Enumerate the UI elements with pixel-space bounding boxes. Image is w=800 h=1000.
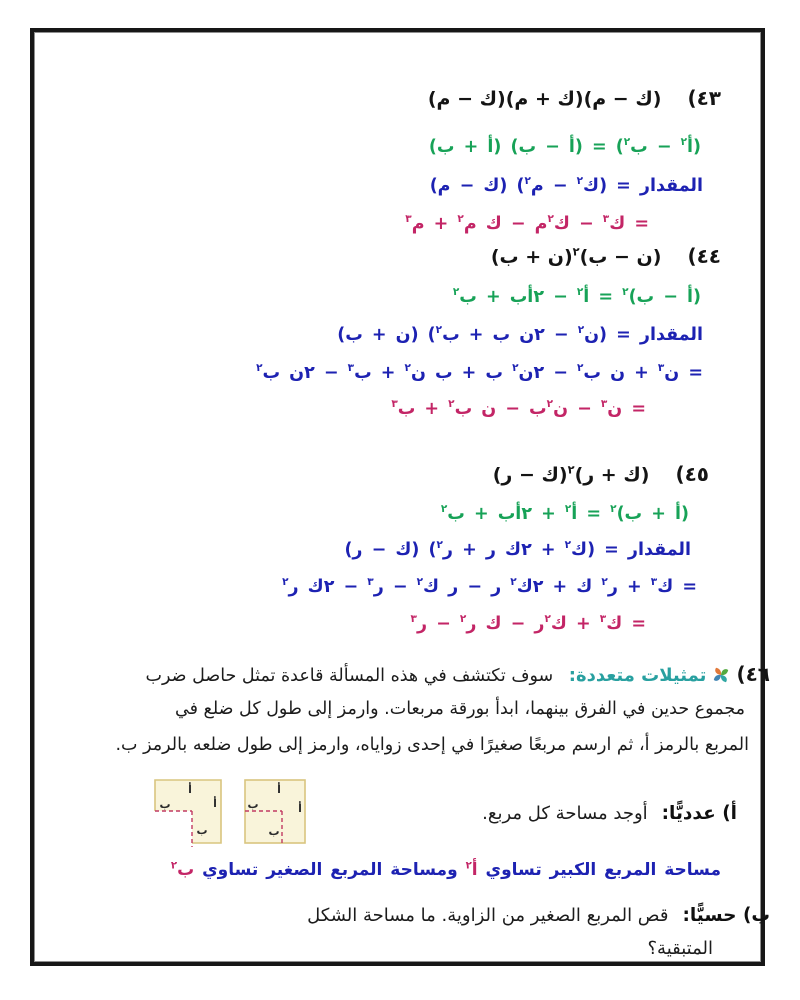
problem-45-statement — [493, 462, 709, 488]
part-b-text: قص المربع الصغير من الزاوية. ما مساحة الشكل — [307, 905, 669, 926]
square-label-right-a: أ — [298, 802, 302, 815]
lshape-label-right-a: أ — [213, 797, 217, 810]
figure-lshape-remaining — [154, 779, 222, 851]
part-a-label: أ) عدديًّا: — [661, 803, 737, 824]
problem-44-expansion: = ن$^٣$ + ن ب$^٢$ − ٢ن$^٢$ ب + ب ن$^٢$ + ب$^٣$ − ٢ن ب$^٢$ — [256, 362, 703, 383]
part-a-text: أوجد مساحة كل مربع. — [482, 803, 648, 824]
problem-46-topic-label: تمثيلات متعددة: — [568, 665, 707, 686]
problem-46-text-line1: سوف تكتشف في هذه المسألة قاعدة تمثل حاصل ضرب — [145, 666, 554, 686]
square-label-top-a: أ — [277, 783, 281, 796]
problem-43-statement — [428, 86, 721, 112]
problem-44-statement — [491, 244, 721, 270]
problem-43-identity: (أ$^٢$ − ب$^٢$) = (أ − ب) (أ + ب) — [428, 136, 701, 157]
pinwheel-icon — [712, 666, 730, 691]
problem-45-number: ٤٥) — [675, 462, 709, 486]
figure-square-with-corner — [244, 779, 306, 849]
problem-45-identity: (أ + ب)$^٢$ = أ$^٢$ + ٢أب + ب$^٢$ — [440, 503, 689, 524]
answer-math-2: ب$^٢$ — [170, 860, 195, 880]
answer-math-1: أ$^٢$ — [465, 860, 478, 880]
problem-45-expansion: = ك$^٣$ + ر$^٢$ ك + ٢ك$^٢$ ر − ر ك$^٢$ − ر$^٣$ − ٢ك ر$^٢$ — [282, 576, 697, 597]
square-label-left-b: ب — [247, 798, 259, 811]
problem-46-line2: مجموع حدين في الفرق بينهما، ابدأ بورقة مربعات. وارمز إلى طول كل ضلع في — [175, 699, 745, 719]
problem-45-result: = ك$^٣$ + ك$^٢$ر − ك ر$^٢$ − ر$^٣$ — [410, 613, 646, 634]
problem-45-expression: (ك + ر)$^٢$(ك − ر) — [492, 462, 650, 486]
lshape-label-cut-b: ب — [196, 824, 208, 837]
part-b-text-continued: المتبقية؟ — [647, 938, 713, 959]
problem-46-number: ٤٦) — [736, 662, 770, 686]
part-a-answer — [171, 860, 721, 881]
lshape-cut-dashed-line — [155, 811, 192, 847]
problem-44-result: = ن$^٣$ − ن$^٢$ب − ن ب$^٢$ + ب$^٣$ — [391, 398, 646, 419]
problem-46-line1 — [146, 662, 770, 691]
lshape-label-top-a: أ — [188, 783, 192, 796]
problem-43-number: ٤٣) — [687, 86, 721, 110]
problem-44-identity: (أ − ب)$^٢$ = أ$^٢$ − ٢أب + ب$^٢$ — [452, 286, 701, 307]
problem-45-setup: المقدار = (ك$^٢$ + ٢ك ر + ر$^٢$) (ك − ر) — [344, 539, 691, 560]
problem-44-expression: (ن − ب)$^٢$(ن + ب) — [490, 244, 662, 268]
problem-46-line3: المربع بالرمز أ، ثم ارسم مربعًا صغيرًا في إحدى زواياه، وارمز إلى طول ضلعه بالرمز ب. — [115, 735, 749, 755]
problem-43-result: = ك$^٣$ − ك$^٢$م − ك م$^٢$ + م$^٣$ — [405, 213, 649, 234]
answer-text-2: ومساحة المربع الصغير تساوي — [194, 860, 466, 880]
problem-46-part-a — [482, 802, 737, 826]
lshape-label-left-b: ب — [159, 798, 171, 811]
square-label-corner-b: ب — [268, 825, 280, 838]
problem-44-setup: المقدار = (ن$^٢$ − ٢ن ب + ب$^٢$) (ن + ب) — [337, 324, 703, 345]
problem-44-number: ٤٤) — [687, 244, 721, 268]
answer-text-1: مساحة المربع الكبير تساوي — [477, 860, 721, 880]
problem-43-setup: المقدار = (ك$^٢$ − م$^٢$) (ك − م) — [429, 175, 703, 196]
page-frame — [30, 28, 770, 966]
part-b-label: ب) حسيًّا: — [682, 905, 770, 926]
problem-43-expression: (ك − م)(ك + م)(ك − م) — [427, 88, 662, 110]
problem-46-part-b — [307, 904, 770, 928]
